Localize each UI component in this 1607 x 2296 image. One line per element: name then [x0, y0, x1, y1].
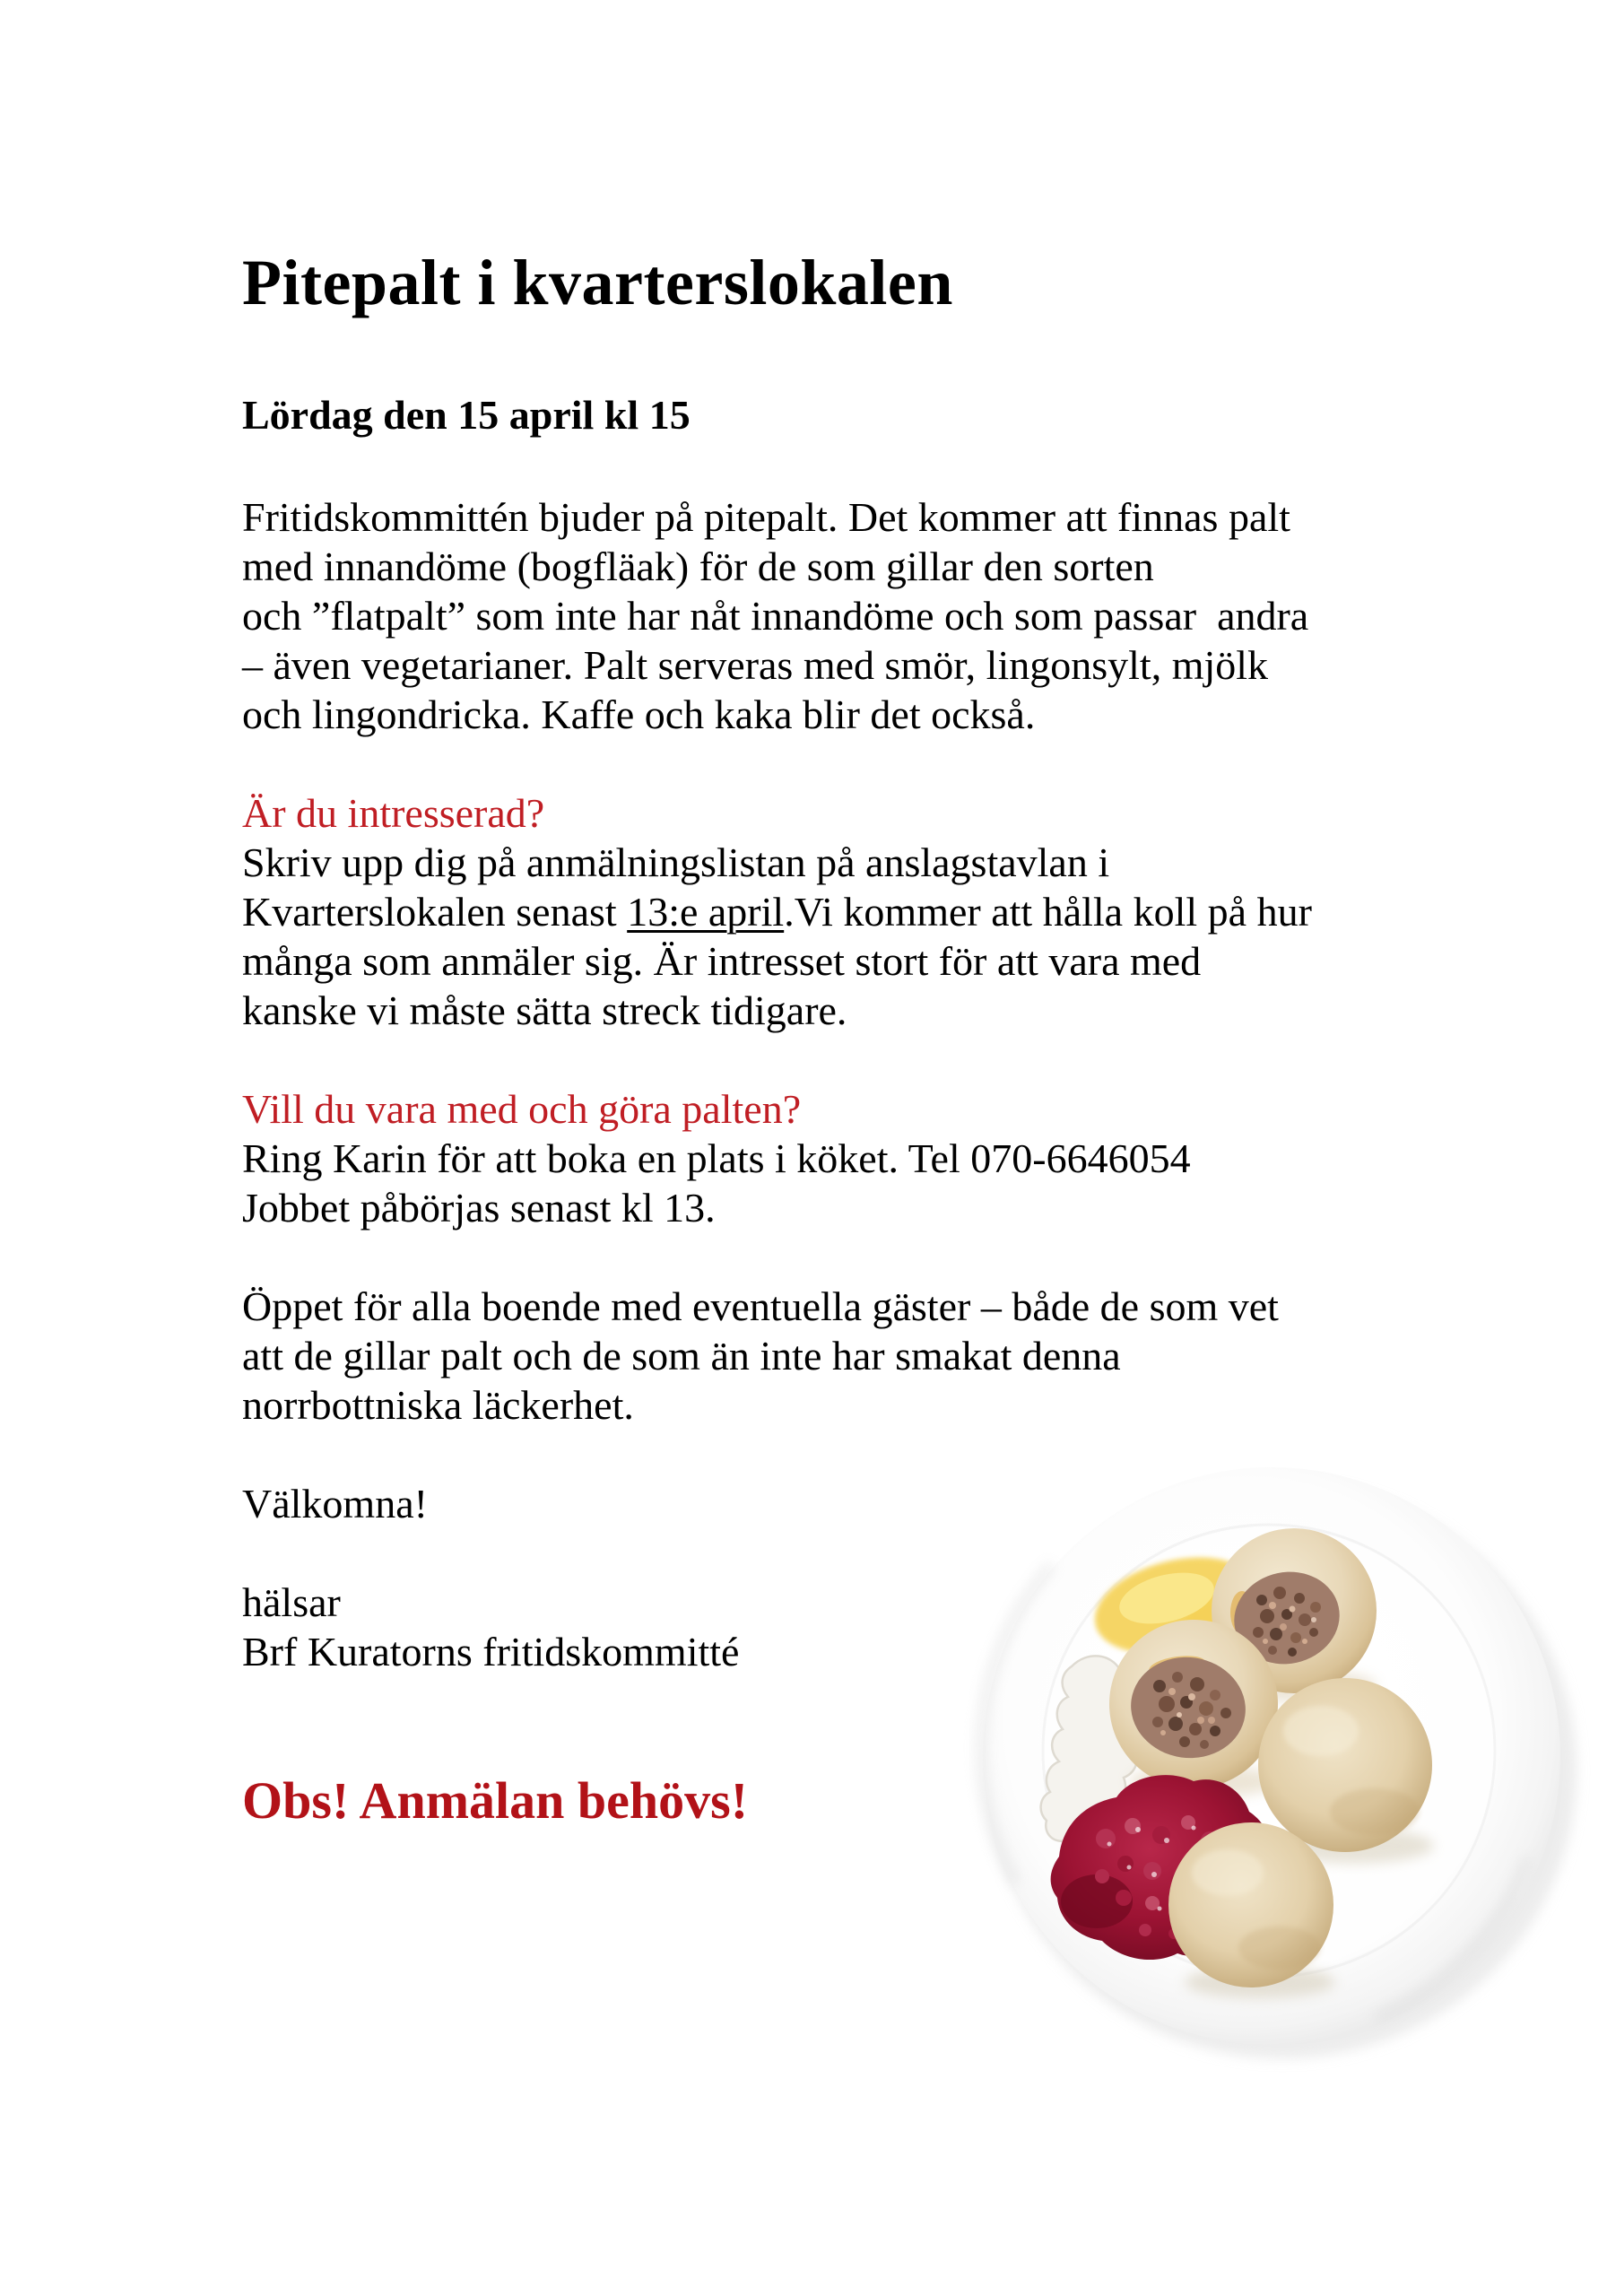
- text-line: att de gillar palt och de som än inte har smakat denna: [242, 1333, 1121, 1378]
- text-line: Öppet för alla boende med eventuella gäster – både de som vet: [242, 1283, 1279, 1329]
- text-line: kanske vi måste sätta streck tidigare.: [242, 987, 847, 1033]
- participate-section: [242, 1084, 1408, 1232]
- committee-name: Brf Kuratorns fritidskommitté: [242, 1629, 740, 1674]
- text-line: med innandöme (bogfläak) för de som gillar den sorten: [242, 544, 1154, 589]
- interested-section: [242, 788, 1408, 1035]
- open-info-section: [242, 1282, 1408, 1430]
- text-line-with-deadline: [242, 887, 1408, 936]
- deadline-underlined: 13:e april: [627, 889, 785, 935]
- text-line: och ”flatpalt” som inte har nåt innandöme och som passar andra: [242, 593, 1309, 639]
- deadline-suffix: .Vi kommer att hålla koll på hur: [784, 889, 1312, 935]
- signoff-greeting: hälsar: [242, 1579, 341, 1625]
- text-line: och lingondricka. Kaffe och kaka blir det också.: [242, 691, 1036, 737]
- text-line: Skriv upp dig på anmälningslistan på anslagstavlan i: [242, 839, 1110, 885]
- text-line: norrbottniska läckerhet.: [242, 1382, 634, 1428]
- text-line: – även vegetarianer. Palt serveras med smör, lingonsylt, mjölk: [242, 642, 1269, 688]
- deadline-prefix: Kvarterslokalen senast: [242, 889, 628, 935]
- phone-line: Ring Karin för att boka en plats i köket. Tel 070-6646054: [242, 1135, 1191, 1181]
- participate-heading: Vill du vara med och göra palten?: [242, 1086, 802, 1132]
- obs-notice: Obs! Anmälan behövs!: [242, 1771, 749, 1830]
- text-line: Jobbet påbörjas senast kl 13.: [242, 1185, 716, 1231]
- text-line: Välkomna!: [242, 1481, 428, 1526]
- event-date: Lördag den 15 april kl 15: [242, 392, 691, 438]
- page-title: Pitepalt i kvarterslokalen: [242, 247, 953, 318]
- interested-heading: Är du intresserad?: [242, 790, 545, 836]
- text-line: många som anmäler sig. Är intresset stort för att vara med: [242, 938, 1202, 984]
- text-line: Fritidskommittén bjuder på pitepalt. Det kommer att finnas palt: [242, 494, 1290, 540]
- intro-paragraph: [242, 492, 1408, 739]
- pitepalt-photo: [953, 1435, 1595, 2077]
